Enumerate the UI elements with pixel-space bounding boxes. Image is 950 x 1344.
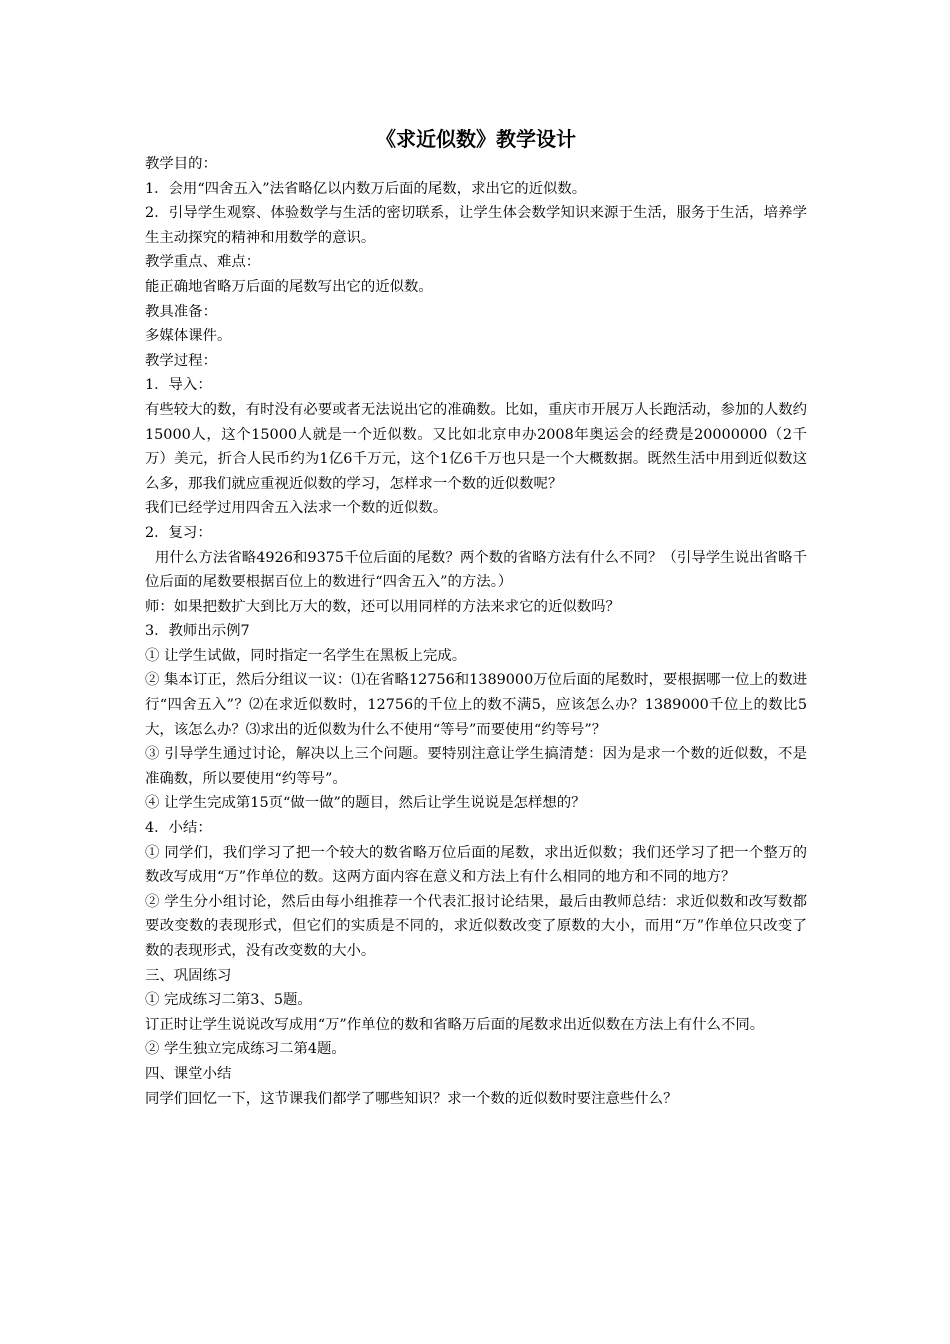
list-item: ④ 让学生完成第15页“做一做”的题目，然后让学生说说是怎样想的？ — [145, 795, 586, 812]
list-item: ② 学生分小组讨论，然后由每小组推荐一个代表汇报讨论结果，最后由教师总结：求近似数和改写数都要改变数的表现形式，但它们的实质是不同的，求近似数改变了原数的大小，而用“万”作单位只改变了数的表现形式，没有改变数的大小。 — [145, 893, 807, 959]
document-page — [145, 124, 807, 1111]
paragraph: 有些较大的数，有时没有必要或者无法说出它的准确数。比如，重庆市开展万人长跑活动，参加的人数约15000人，这个15000人就是一个近似数。又比如北京申办2008年奥运会的经费是20000000（2千万）美元，折合人民币约为1亿6千万元，这个1亿6千万也只是一个大概数据。既然生活中用到近似数这么多，那我们就应重视近似数的学习，怎样求一个数的近似数呢？ — [145, 401, 807, 492]
paragraph: 同学们回忆一下，这节课我们都学了哪些知识？求一个数的近似数时要注意些什么？ — [145, 1090, 678, 1107]
section-heading: 2．复习： — [145, 524, 212, 541]
section-heading: 教学重点、难点： — [145, 254, 261, 271]
section-heading: 教学目的： — [145, 156, 217, 172]
section-heading: 四、课堂小结 — [145, 1065, 232, 1082]
paragraph: 订正时让学生说说改写成用“万”作单位的数和省略万后面的尾数求出近似数在方法上有什么不同。 — [145, 1016, 765, 1033]
paragraph: 2．引导学生观察、体验数学与生活的密切联系，让学生体会数学知识来源于生活，服务于生活，培养学生主动探究的精神和用数学的意识。 — [145, 205, 807, 246]
paragraph: 1．会用“四舍五入”法省略亿以内数万后面的尾数，求出它的近似数。 — [145, 180, 587, 197]
paragraph: 师：如果把数扩大到比万大的数，还可以用同样的方法来求它的近似数吗？ — [145, 598, 620, 615]
paragraph: 能正确地省略万后面的尾数写出它的近似数。 — [145, 278, 433, 295]
list-item: ② 集本订正，然后分组议一议：⑴在省略12756和1389000万位后面的尾数时，要根据哪一位上的数进行“四舍五入”？⑵在求近似数时，12756的千位上的数不满5，应该怎么办？1389000千位上的数比5大，该怎么办？⑶求出的近似数为什么不使用“等号”而要使用“约等号”？ — [145, 672, 807, 738]
section-heading: 三、巩固练习 — [145, 967, 232, 984]
section-heading: 1．导入： — [145, 377, 212, 394]
list-item: ① 同学们，我们学习了把一个较大的数省略万位后面的尾数，求出近似数；我们还学习了把一个整万的数改写成用“万”作单位的数。这两方面内容在意义和方法上有什么相同的地方和不同的地方？ — [145, 844, 807, 886]
document-title: 《求近似数》教学设计 — [376, 127, 576, 151]
section-heading: 4．小结： — [145, 820, 212, 837]
section-heading: 3．教师出示例7 — [145, 623, 250, 640]
list-item: ① 让学生试做，同时指定一名学生在黑板上完成。 — [145, 647, 467, 664]
list-item: ① 完成练习二第3、5题。 — [145, 992, 312, 1009]
paragraph: 我们已经学过用四舍五入法求一个数的近似数。 — [145, 500, 448, 517]
section-heading: 教学过程： — [145, 352, 217, 369]
list-item: ② 学生独立完成练习二第4题。 — [145, 1041, 346, 1058]
list-item: ③ 引导学生通过讨论，解决以上三个问题。要特别注意让学生搞清楚：因为是求一个数的近似数，不是准确数，所以要使用“约等号”。 — [145, 746, 807, 787]
paragraph: 用什么方法省略4926和9375千位后面的尾数？两个数的省略方法有什么不同？（引导学生说出省略千位后面的尾数要根据百位上的数进行“四舍五入”的方法。） — [145, 549, 807, 591]
section-heading: 教具准备： — [145, 303, 217, 320]
paragraph: 多媒体课件。 — [145, 328, 232, 345]
